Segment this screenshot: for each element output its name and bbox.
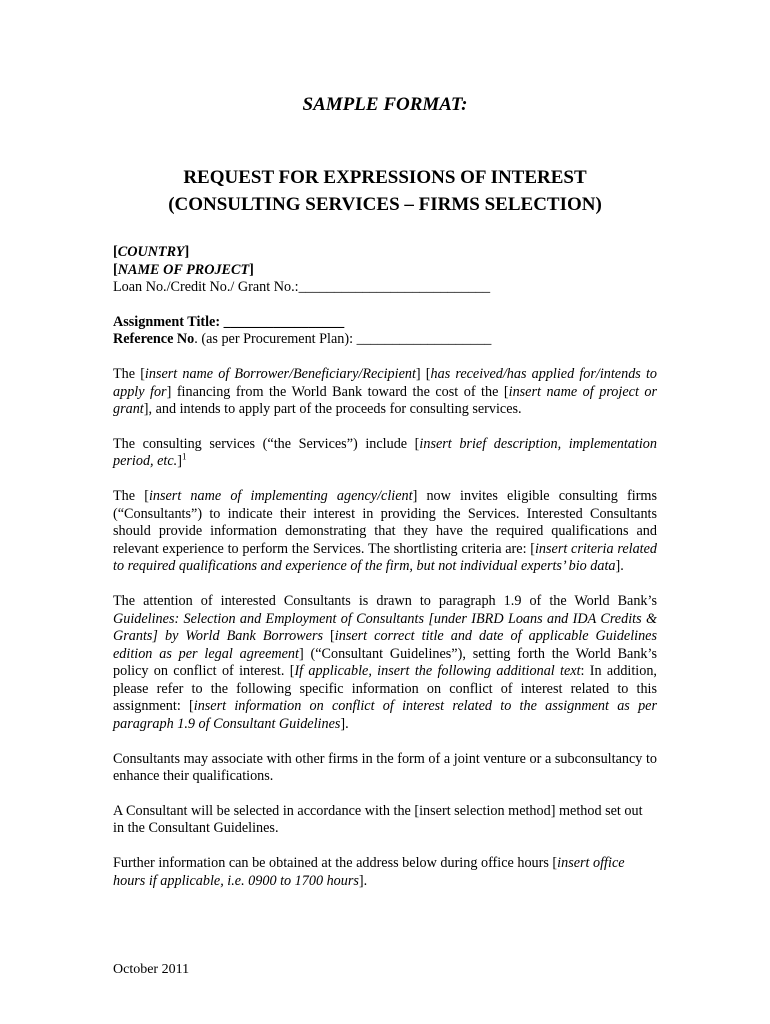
project-line: [NAME OF PROJECT]	[113, 261, 254, 278]
loan-line: Loan No./Credit No./ Grant No.:___________________________	[113, 279, 491, 296]
sample-format-heading: SAMPLE FORMAT:	[302, 94, 468, 115]
project-placeholder: NAME OF PROJECT	[117, 261, 250, 278]
footnote-marker: 1	[181, 451, 187, 462]
agency-placeholder: insert name of implementing agency/client	[148, 487, 413, 504]
conflict-info-placeholder: insert information on conflict of interest related to the assignment as per paragraph 1.9 of Consultant Guidelines	[113, 698, 657, 733]
paragraph-association: Consultants may associate with other firms in the form of a joint venture or a subconsultancy to enhance their qualifications.	[113, 750, 657, 785]
office-hours-placeholder: insert office hours if applicable, i.e. 0900 to 1700 hours	[113, 855, 625, 889]
reference-text: . (as per Procurement Plan): ___________________	[194, 331, 492, 348]
paragraph-selection-method: A Consultant will be selected in accordance with the [insert selection method] method set out in the Consultant Guidelines.	[113, 802, 643, 837]
assignment-title-label: Assignment Title: _________________	[113, 313, 345, 330]
guidelines-title: Guidelines: Selection and Employment of Consultants [under IBRD Loans and IDA Credits & Grants] by World Bank Borrowers	[113, 610, 657, 645]
services-description-placeholder: insert brief description, implementation period, etc.	[113, 435, 657, 470]
title-line-1: REQUEST FOR EXPRESSIONS OF INTEREST	[183, 167, 587, 188]
borrower-placeholder: insert name of Borrower/Beneficiary/Recipient	[144, 365, 416, 382]
title-line-2: (CONSULTING SERVICES – FIRMS SELECTION)	[168, 194, 602, 215]
country-placeholder: COUNTRY	[117, 244, 185, 260]
criteria-placeholder: insert criteria related to required qualifications and experience of the firm, but not individual experts’ bio data	[113, 540, 657, 575]
additional-text-placeholder: If applicable, insert the following additional text	[294, 663, 581, 680]
document-body	[113, 244, 657, 890]
guidelines-edition-placeholder: insert correct title and date of applicable Guidelines edition as per legal agreement	[113, 628, 658, 662]
reference-line	[113, 331, 657, 349]
country-line: [COUNTRY]	[113, 244, 190, 260]
paragraph-services: The consulting services (“the Services”) include [insert brief description, implementation period, etc.]$^1$	[113, 435, 657, 470]
paragraph-further-information: Further information can be obtained at the address below during office hours [insert office hours if applicable, i.e. 0900 to 1700 hours].	[113, 855, 625, 889]
financing-status-placeholder: has received/has applied for/intends to apply for	[113, 365, 657, 400]
assignment-title-line	[113, 314, 657, 332]
paragraph-invitation: The [insert name of implementing agency/client] now invites eligible consulting firms (“Consultants”) to indicate their interest in providing the Services. Interested Consultants should provide information demonstrating that they have the required qualifications and relevant experience to perform the Services. The shortlisting criteria are: [insert criteria related to required qualifications and experience of the firm, but not individual experts’ bio data].	[113, 487, 657, 575]
footer-date: October 2011	[113, 962, 190, 977]
project-name-placeholder: insert name of project or grant	[113, 383, 658, 418]
document-title	[0, 164, 770, 218]
paragraph-conflict-of-interest: The attention of interested Consultants is drawn to paragraph 1.9 of the World Bank’s Guidelines: Selection and Employment of Consultants [under IBRD Loans and IDA Credits & Grants] by World Bank Borrowers [insert correct title and date of applicable Guidelines edition as per legal agreement] (“Consultant Guidelines”), setting forth the World Bank’s policy on conflict of interest. [If applicable, insert the following additional text: In addition, please refer to the following specific information on conflict of interest related to this assignment: [insert information on conflict of interest related to the assignment as per paragraph 1.9 of Consultant Guidelines].	[113, 592, 658, 733]
reference-label: Reference No	[113, 331, 195, 348]
paragraph-financing: The [insert name of Borrower/Beneficiary/Recipient] [has received/has applied for/intends to apply for] financing from the World Bank toward the cost of the [insert name of project or grant], and intends to apply part of the proceeds for consulting services.	[113, 365, 658, 418]
